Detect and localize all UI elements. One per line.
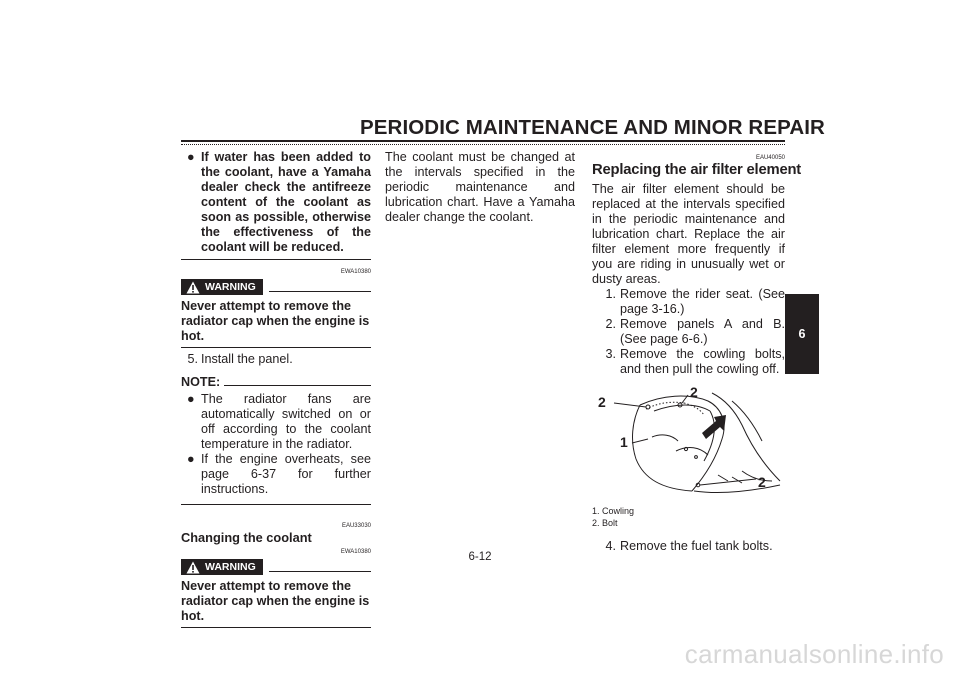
warning-header <box>181 559 371 575</box>
step-text: Remove the fuel tank bolts. <box>620 539 773 553</box>
note-item <box>181 392 371 452</box>
warning-text: Never attempt to remove the radiator cap when the engine is hot. <box>181 579 370 623</box>
step-number: 1. <box>605 287 616 301</box>
warning-code: EWA10380 <box>340 269 371 275</box>
step-3 <box>592 347 785 377</box>
figure-label-bolt: 2 <box>690 384 698 400</box>
figure-label-cowling: 1 <box>620 434 628 450</box>
column-middle <box>385 150 575 225</box>
cowling-diagram <box>592 381 782 497</box>
header-rule <box>181 140 785 142</box>
divider <box>181 347 371 348</box>
note-item-text: If the engine overheats, see page 6-37 for further instructions. <box>201 452 371 496</box>
step-text: Remove the cowling bolts, and then pull the cowling off. <box>620 347 785 376</box>
page-title: PERIODIC MAINTENANCE AND MINOR REPAIR <box>360 116 825 139</box>
warning-badge <box>181 559 263 575</box>
note-label: NOTE: <box>181 374 221 389</box>
warning-text: Never attempt to remove the radiator cap when the engine is hot. <box>181 299 370 343</box>
section-code: EAU33030 <box>341 523 371 529</box>
note-header <box>181 374 371 390</box>
figure-caption: 2. Bolt <box>592 518 618 528</box>
bullet-icon: ● <box>187 452 195 466</box>
header-dotted-rule <box>181 144 785 145</box>
section-title-changing-coolant: Changing the coolant <box>181 530 312 545</box>
watermark: carmanualsonline.info <box>684 639 944 669</box>
figure-label-bolt: 2 <box>598 394 606 410</box>
note-item <box>181 452 371 497</box>
divider <box>181 259 371 260</box>
warning-rule <box>269 291 371 292</box>
step-number: 4. <box>605 539 616 553</box>
step-number: 2. <box>605 317 616 331</box>
step-5 <box>181 352 371 367</box>
step-text: Install the panel. <box>201 352 293 366</box>
step-number: 5. <box>187 352 198 366</box>
column-left <box>181 150 371 628</box>
step-4 <box>592 539 785 554</box>
step-2 <box>592 317 785 347</box>
warning-rule <box>269 571 371 572</box>
warning-label: WARNING <box>205 560 256 573</box>
bullet-icon: ● <box>187 392 195 406</box>
warning-triangle-icon <box>186 561 200 574</box>
figure-label-bolt: 2 <box>758 474 766 490</box>
warning-label: WARNING <box>205 280 256 293</box>
coolant-notice-bullet <box>181 150 371 255</box>
bullet-icon: ● <box>187 150 195 164</box>
step-text: Remove panels A and B. (See page 6-6.) <box>620 317 785 346</box>
column-right <box>592 150 802 554</box>
note-item-text: The radiator fans are automatically switched on or off according to the coolant temperature in the radiator. <box>201 392 371 451</box>
divider <box>181 627 371 628</box>
warning-header <box>181 279 371 295</box>
coolant-notice-text: If water has been added to the coolant, have a Yamaha dealer check the antifreeze content of the coolant as soon as possible, otherwise the effectiveness of the coolant will be reduced. <box>201 150 371 254</box>
chapter-tab: 6 <box>785 294 819 374</box>
coolant-change-paragraph: The coolant must be changed at the intervals specified in the periodic maintenance and lubrication chart. Have a Yamaha dealer change the coolant. <box>385 150 575 224</box>
step-1 <box>592 287 785 317</box>
warning-triangle-icon <box>186 281 200 294</box>
warning-code: EWA10380 <box>340 549 371 555</box>
air-filter-intro: The air filter element should be replaced at the intervals specified in the periodic maintenance and lubrication chart. Replace the air filter element more frequently if you are riding in unusually wet or dusty areas. <box>592 182 785 286</box>
warning-badge <box>181 279 263 295</box>
section-title-air-filter: Replacing the air filter element <box>592 162 802 178</box>
divider <box>181 504 371 505</box>
note-rule <box>224 385 371 386</box>
step-number: 3. <box>605 347 616 361</box>
figure-caption: 1. Cowling <box>592 506 635 516</box>
section-code: EAU40050 <box>755 155 785 161</box>
step-text: Remove the rider seat. (See page 3-16.) <box>620 287 785 316</box>
page-number: 6-12 <box>468 551 492 563</box>
